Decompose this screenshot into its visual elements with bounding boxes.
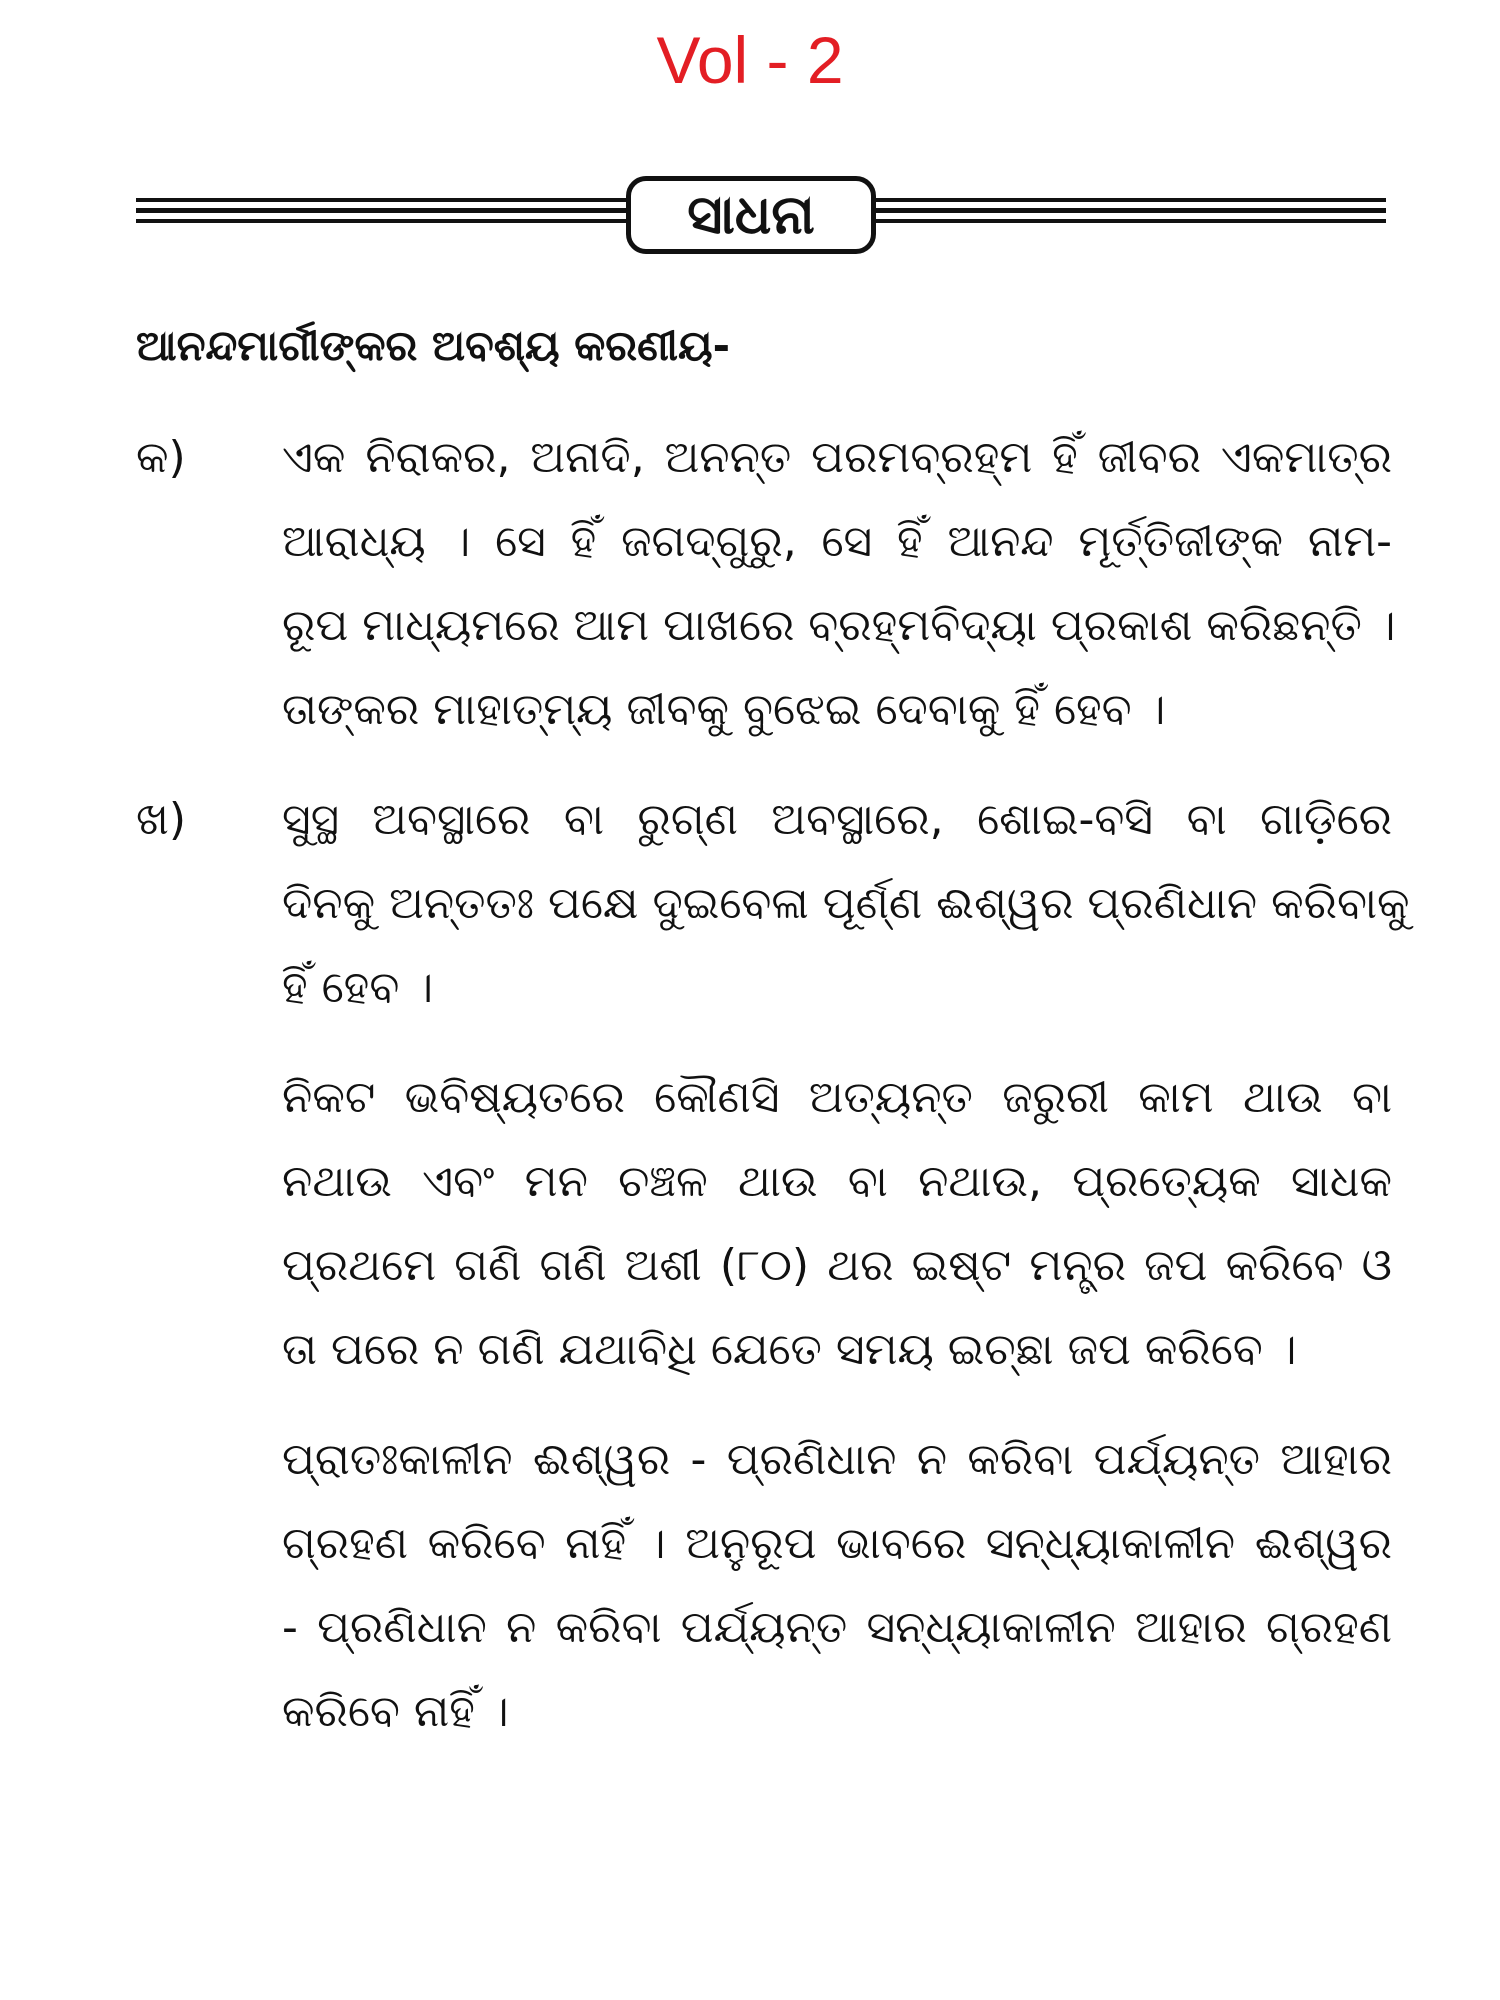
volume-label: Vol - 2 [656,23,844,97]
rule-line [876,219,1386,223]
item-label-ka: କ) [136,432,186,483]
section-title: ସାଧନା [687,183,815,246]
paragraph-2-line-1: ପ୍ରାତଃକାଳୀନ ଈଶ୍ୱର - ପ୍ରଣିଧାନ ନ କରିବା ପର୍ଯ୍ୟନ୍ତ ଆହାର [282,1434,1392,1485]
rule-line [876,208,1386,213]
rule-line [876,198,1386,202]
rule-line [136,208,626,213]
item-ka-line-2: ଆରାଧ୍ୟ । ସେ ହିଁ ଜଗଦ୍‌ଗୁରୁ, ସେ ହିଁ ଆନନ୍ଦ ମୂର୍ତ୍ତିଜୀଙ୍କ ନାମ- [282,516,1392,567]
paragraph-1-line-4: ତା ପରେ ନ ଗଣି ଯଥାବିଧି ଯେତେ ସମୟ ଇଚ୍ଛା ଜପ କରିବେ । [282,1324,1297,1375]
paragraph-1-line-2: ନଥାଉ ଏବଂ ମନ ଚଞ୍ଚଳ ଥାଉ ବା ନଥାଉ, ପ୍ରତ୍ୟେକ ସାଧକ [282,1156,1392,1207]
item-kha-line-1: ସୁସ୍ଥ ଅବସ୍ଥାରେ ବା ରୁଗ୍‌ଣ ଅବସ୍ଥାରେ, ଶୋଇ-ବସି ବା ଗାଡ଼ିରେ [282,794,1392,845]
paragraph-1-line-3: ପ୍ରଥମେ ଗଣି ଗଣି ଅଶୀ (୮୦) ଥର ଇଷ୍ଟ ମନ୍ତ୍ର ଜପ କରିବେ ଓ [282,1240,1392,1291]
item-label-kha: ଖ) [136,794,187,845]
title-rule-left [136,198,626,224]
subheading: ଆନନ୍ଦମାର୍ଗୀଙ୍କର ଅବଶ୍ୟ କରଣୀୟ- [136,321,731,370]
paragraph-2-line-2: ଗ୍ରହଣ କରିବେ ନାହିଁ । ଅନୁରୂପ ଭାବରେ ସନ୍ଧ୍ୟାକାଳୀନ ଈଶ୍ୱର [282,1518,1392,1569]
item-ka-line-4: ତାଙ୍କର ମାହାତ୍ମ୍ୟ ଜୀବକୁ ବୁଝେଇ ଦେବାକୁ ହିଁ ହେବ । [282,684,1166,735]
item-ka-line-3: ରୂପ ମାଧ୍ୟମରେ ଆମ ପାଖରେ ବ୍ରହ୍ମବିଦ୍ୟା ପ୍ରକାଶ କରିଛନ୍ତି । [282,600,1396,651]
section-title-box [626,176,876,254]
rule-line [136,219,626,223]
item-ka-line-1: ଏକ ନିରାକର, ଅନାଦି, ଅନନ୍ତ ପରମବ୍ରହ୍ମ ହିଁ ଜୀବର ଏକମାତ୍ର [282,432,1392,483]
item-kha-line-3: ହିଁ ହେବ । [282,962,434,1013]
rule-line [136,198,626,202]
item-kha-line-2: ଦିନକୁ ଅନ୍ତତଃ ପକ୍ଷେ ଦୁଇବେଳା ପୂର୍ଣ୍ଣ ଈଶ୍ୱର ପ୍ରଣିଧାନ କରିବାକୁ [282,878,1410,929]
paragraph-2-line-4: କରିବେ ନାହିଁ । [282,1686,509,1737]
paragraph-1-line-1: ନିକଟ ଭବିଷ୍ୟତରେ କୌଣସି ଅତ୍ୟନ୍ତ ଜରୁରୀ କାମ ଥାଉ ବା [282,1072,1392,1123]
paragraph-2-line-3: - ପ୍ରଣିଧାନ ନ କରିବା ପର୍ଯ୍ୟନ୍ତ ସନ୍ଧ୍ୟାକାଳୀନ ଆହାର ଗ୍ରହଣ [282,1602,1392,1653]
title-rule-right [876,198,1386,224]
